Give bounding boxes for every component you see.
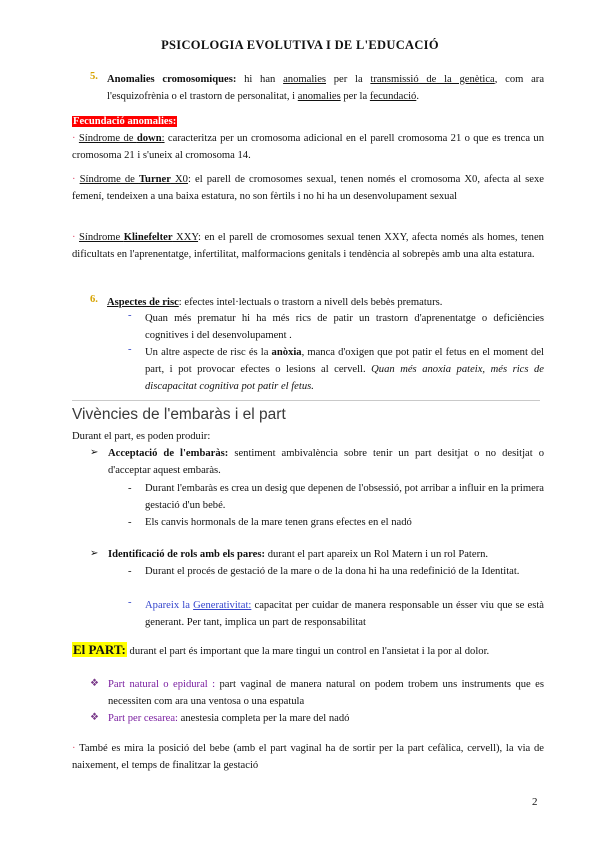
roles-paragraph: Identificació de rols amb els pares: durant el part apareix un Rol Matern i un rol Patern.: [108, 549, 489, 560]
item-number: 5.: [90, 71, 98, 82]
acceptance-paragraph: Acceptació de l'embaràs: sentiment ambivalència sobre tenir un part desitjat o no desitjat o d'acceptar aquest embaràs.: [108, 448, 544, 476]
risk-dash-1: Quan més prematur hi ha més rics de patir un trastorn d'aprenentatge o deficiències cognitives i del desenvolupament .: [145, 313, 544, 341]
cesarean-paragraph: Part per cesarea: anestesia completa per la mare del nadó: [108, 713, 350, 724]
diamond-bullet-icon: ❖: [90, 678, 99, 689]
turner-syndrome-paragraph: · Síndrome de Turner X0: el parell de cromosomes sexual, tenen només el cromosoma X0, afecta al sexe femení, tendeixen a una baixa estatura, no son fèrtils i no hi ha un desenvolupament sexual: [72, 174, 544, 202]
fecundacio-heading: Fecundació anomalies:: [73, 116, 177, 127]
natural-birth-paragraph: Part natural o epidural : part vaginal de manera natural on podem trobem uns instruments que es necessiten com ara una ventosa o una espatula: [108, 679, 544, 707]
anomalies-paragraph: Anomalies cromosomiques: hi han anomalies per la transmissió de la genètica, com ara l'esquizofrènia o el trastorn de personalitat, i anomalies per la fecundació.: [107, 74, 545, 102]
diamond-bullet-icon: ❖: [90, 712, 99, 723]
acceptance-dash-1: Durant l'embaràs es crea un desig que depenen de l'obsessió, pot arribar a influir en la primera gestació d'un bebé.: [145, 483, 544, 511]
page-title: PSICOLOGIA EVOLUTIVA I DE L'EDUCACIÓ: [161, 38, 439, 52]
divider: [72, 400, 540, 401]
roles-dash-2: Apareix la Generativitat: capacitat per cuidar de manera responsable un ésser viu que se està generant. Per tant, implica un part de responsabilitat: [145, 600, 544, 628]
final-paragraph: · També es mira la posició del bebe (amb el part vaginal ha de sortir per la part cefàlica, cervell), la via de naixement, el temps de finalitzar la gestació: [72, 743, 544, 771]
section-intro: Durant el part, es poden produir:: [72, 431, 211, 442]
roles-dash-1: Durant el procés de gestació de la mare o de la dona hi ha una redefinició de la Identitat.: [145, 566, 520, 577]
el-part-paragraph: El PART: durant el part és important que la mare tingui un control en l'ansietat i la por al dolor.: [73, 642, 490, 657]
arrow-bullet-icon: ➢: [90, 447, 99, 458]
down-syndrome-paragraph: · Síndrome de down: caracteritza per un cromosoma adicional en el parell cromosoma 21 o que es trenca un cromosoma 21 i s'uneix al cromosoma 14.: [72, 133, 544, 161]
arrow-bullet-icon: ➢: [90, 548, 99, 559]
section-heading: Vivències de l'embaràs i el part: [72, 406, 286, 423]
risk-dash-2: Un altre aspecte de risc és la anòxia, manca d'oxigen que pot patir el fetus en el moment del part, i pot provocar efectes o lesions al cervell. Quan més anoxia pateix, més rics de discapacitat cognitiva pot patir el fetus.: [145, 347, 544, 392]
item-number: 6.: [90, 294, 98, 305]
acceptance-dash-2: Els canvis hormonals de la mare tenen grans efectes en el nadó: [145, 517, 412, 528]
klinefelter-syndrome-paragraph: · Síndrome Klinefelter XXY: en el parell de cromosomes sexual tenen XXY, afecta només als homes, tenen dificultats en l'aprenentatge, infertilitat, malformacions genitals i tendència al sobrepès amb una alta estatura.: [72, 232, 544, 260]
risk-aspects-paragraph: Aspectes de risc: efectes intel·lectuals o trastorn a nivell dels bebès prematurs.: [107, 297, 443, 308]
page-number: 2: [532, 796, 538, 808]
